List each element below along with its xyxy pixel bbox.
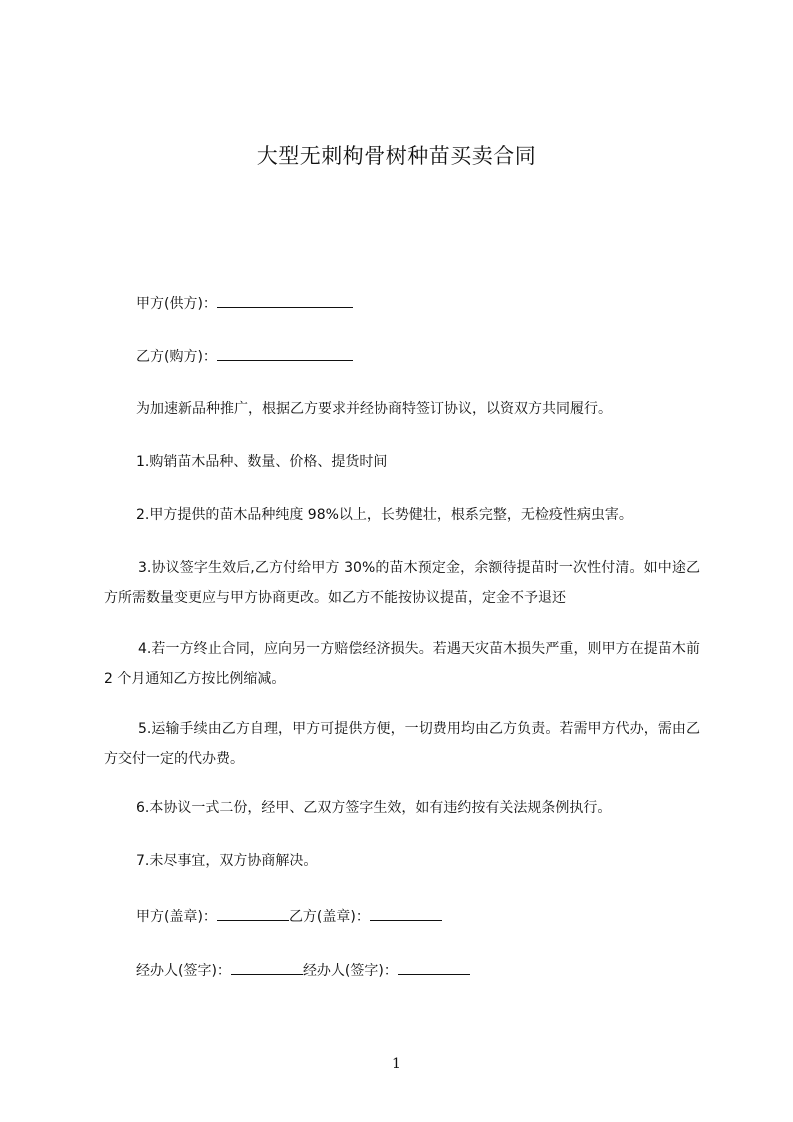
- clause-7: 7.未尽事宜，双方协商解决。: [136, 853, 318, 869]
- seal-a-blank: [217, 905, 289, 921]
- clause-5: 5.运输手续由乙方自理，甲方可提供方便，一切费用均由乙方负责。若需甲方代办，需由乙方交付一定的代办费。: [104, 721, 700, 767]
- clause-3: 3.协议签字生效后,乙方付给甲方 30%的苗木预定金，余额待提苗时一次性付清。如中途乙方所需数量变更应与甲方协商更改。如乙方不能按协议提苗，定金不予退还: [104, 560, 700, 606]
- agent-a-label: 经办人(签字)：: [136, 963, 231, 979]
- party-b-line: [136, 345, 353, 367]
- party-b-label: 乙方(购方)：: [136, 349, 217, 365]
- party-a-line: [136, 292, 353, 314]
- clause-4: 4.若一方终止合同，应向另一方赔偿经济损失。若遇天灾苗木损失严重，则甲方在提苗木前 2 个月通知乙方按比例缩减。: [104, 641, 700, 687]
- clause-2: 2.甲方提供的苗木品种纯度 98%以上，长势健壮，根系完整，无检疫性病虫害。: [136, 507, 633, 523]
- agent-line: [136, 959, 470, 981]
- clause-1: 1.购销苗木品种、数量、价格、提货时间: [136, 454, 388, 470]
- document-title: 大型无刺枸骨树种苗买卖合同: [256, 144, 537, 168]
- agent-a-blank: [231, 959, 303, 975]
- intro-text: 为加速新品种推广，根据乙方要求并经协商特签订协议，以资双方共同履行。: [136, 401, 612, 417]
- seal-b-label: 乙方(盖章)：: [288, 909, 370, 925]
- agent-b-blank: [398, 959, 470, 975]
- page-number: 1: [392, 1056, 401, 1072]
- seal-a-label: 甲方(盖章)：: [136, 909, 217, 925]
- agent-b-label: 经办人(签字)：: [302, 963, 398, 979]
- seal-line: [136, 905, 442, 927]
- party-b-blank: [217, 345, 353, 361]
- seal-b-blank: [370, 905, 442, 921]
- clause-6: 6.本协议一式二份，经甲、乙双方签字生效，如有违约按有关法规条例执行。: [136, 800, 612, 816]
- party-a-blank: [217, 292, 353, 308]
- party-a-label: 甲方(供方)：: [136, 296, 217, 312]
